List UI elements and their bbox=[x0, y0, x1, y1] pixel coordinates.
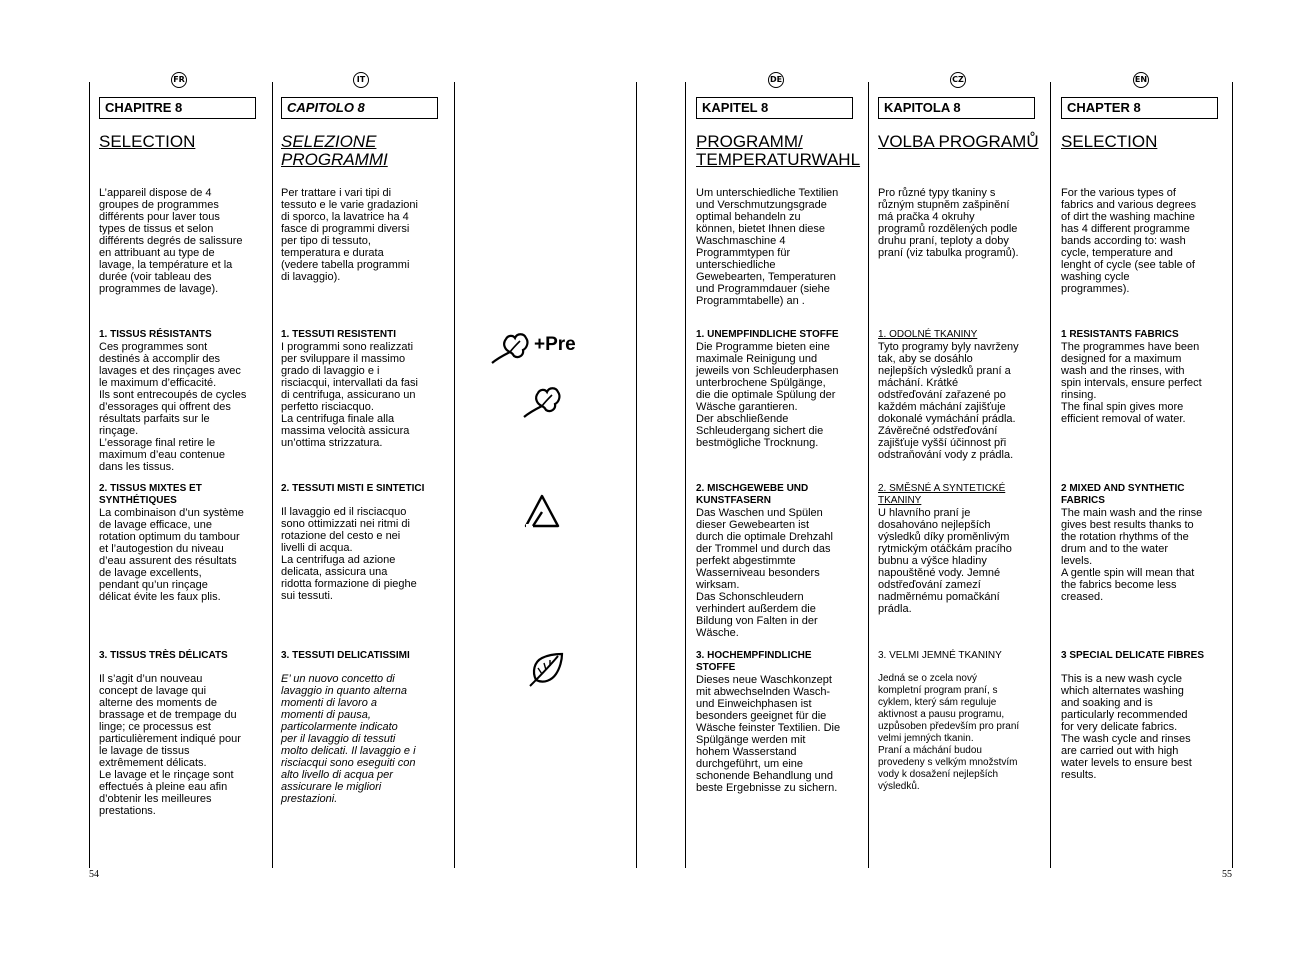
section-title: SELECTION bbox=[1061, 132, 1158, 151]
language-badge: FR bbox=[171, 72, 187, 88]
section-3-heading: 3. TESSUTI DELICATISSIMI bbox=[281, 650, 410, 661]
section-2 bbox=[696, 483, 858, 639]
column-divider bbox=[454, 82, 455, 868]
section-3 bbox=[878, 650, 1040, 793]
section-title: VOLBA PROGRAMŮ bbox=[878, 132, 1039, 151]
section-3-heading: 3 SPECIAL DELICATE FIBRES bbox=[1061, 650, 1204, 661]
column-divider bbox=[685, 82, 686, 868]
section-1-text: I programmi sono realizzati per sviluppare il massimo grado di lavaggio e i risciacqui, intervallati da fasi di centrifuga, assicurano un perfetto risciacquo. La centrifuga finale alla massima velocità assicura un’ottima strizzatura. bbox=[281, 341, 418, 449]
cotton-icon bbox=[520, 382, 564, 422]
section-1-heading: 1. ODOLNÉ TKANINY bbox=[878, 329, 978, 340]
cotton-prewash-icon bbox=[488, 328, 532, 368]
language-badge: DE bbox=[768, 72, 784, 88]
section-2-heading: 2 MIXED AND SYNTHETIC FABRICS bbox=[1061, 483, 1185, 506]
page-number-left: 54 bbox=[89, 869, 99, 880]
column-divider bbox=[868, 82, 869, 868]
chapter-box: KAPITEL 8 bbox=[696, 97, 853, 119]
language-badge: CZ bbox=[950, 72, 966, 88]
chapter-box: CHAPTER 8 bbox=[1061, 97, 1218, 119]
section-title: SELEZIONE PROGRAMMI bbox=[281, 132, 388, 169]
section-1-heading: 1 RESISTANTS FABRICS bbox=[1061, 329, 1179, 340]
section-1-text: Ces programmes sont destinés à accomplir des lavages et des rinçages avec le maximum d’efficacité. Ils sont entrecoupés de cycles d’essorages qui offrent des résultats parfaits sur le rinçage. L’essorage final retire le maximum d’eau contenue dans les tissus. bbox=[99, 341, 247, 473]
intro-paragraph: For the various types of fabrics and various degrees of dirt the washing machine has 4 different programme bands according to: wash cycle, temperature and lenght of cycle (see table of washing cycle programmes). bbox=[1061, 187, 1197, 295]
section-2-text: Das Waschen und Spülen dieser Gewebearten ist durch die optimale Drehzahl der Trommel und durch das perfekt abgestimmte Wasserniveau besonders wirksam. Das Schonschleudern verhindert außerdem die Bildung von Falten in der Wäsche. bbox=[696, 507, 833, 639]
section-2-text: The main wash and the rinse gives best results thanks to the rotation rhythms of the drum and to the water levels. A gentle spin will mean that the fabrics become less creased. bbox=[1061, 507, 1203, 603]
section-2 bbox=[99, 483, 261, 603]
section-1-heading: 1. TISSUS RÉSISTANTS bbox=[99, 329, 212, 340]
chapter-box: CAPITOLO 8 bbox=[281, 97, 438, 119]
section-3-text: Il s’agit d’un nouveau concept de lavage qui alterne des moments de brassage et de trempage du linge; ce processus est particulièrement indiqué pour le lavage de tissus extrêmement délicats. Le lavage et le rinçage sont effectués à pleine eau afin d’obtenir les meilleures prestations. bbox=[99, 673, 241, 817]
section-1-text: The programmes have been designed for a maximum wash and the rinses, with spin intervals, ensure perfect rinsing. The final spin gives more efficient removal of water. bbox=[1061, 341, 1202, 425]
column-divider bbox=[272, 82, 273, 868]
section-1-text: Tyto programy byly navrženy tak, aby se dosáhlo nejlepších výsledků praní a máchání. Krátké odstřeďování zařazené po každém máchání zajišťuje dokonalé vymáchání prádla. Závěrečné odstřeďování zajišťuje vyšší účinnost při odstraňování vody z prádla. bbox=[878, 341, 1019, 461]
chapter-box: CHAPITRE 8 bbox=[99, 97, 256, 119]
delicate-feather-icon bbox=[524, 648, 568, 692]
section-2-text: La combinaison d’un système de lavage efficace, une rotation optimum du tambour et l’autogestion du niveau d’eau assurent des résultats de lavage excellents, pendant qu’un rinçage délicat évite les faux plis. bbox=[99, 507, 244, 603]
synthetic-triangle-icon bbox=[522, 492, 562, 532]
column-divider bbox=[1050, 82, 1051, 868]
column-divider bbox=[1232, 82, 1233, 868]
intro-paragraph: Um unterschiedliche Textilien und Verschmutzungsgrade optimal behandeln zu können, bietet Ihnen diese Waschmaschine 4 Programmtypen für unterschiedliche Gewebearten, Temperaturen und Programmdauer (siehe Programmtabelle) an . bbox=[696, 187, 839, 307]
section-3 bbox=[1061, 650, 1223, 781]
intro-paragraph: Pro různé typy tkaniny s různým stupněm zašpinění má pračka 4 okruhy programů rozdělených podle druhu praní, teploty a doby praní (viz tabulka programů). bbox=[878, 187, 1019, 259]
section-3 bbox=[99, 650, 261, 817]
section-3-heading: 3. HOCHEMPFINDLICHE STOFFE bbox=[696, 650, 812, 673]
section-3 bbox=[696, 650, 858, 794]
page-number-right: 55 bbox=[1222, 869, 1232, 880]
prewash-label: +Pre bbox=[534, 334, 576, 355]
section-3-text: Dieses neue Waschkonzept mit abwechselnden Wasch- und Einweichphasen ist besonders geeignet für die Wäsche feinster Textilien. Die Spülgänge werden mit hohem Wasserstand durchgeführt, um eine schonende Behandlung und beste Ergebnisse zu sichern. bbox=[696, 674, 841, 794]
section-3-text: This is a new wash cycle which alternates washing and soaking and is particularly recommended for very delicate fabrics. The wash cycle and rinses are carried out with high water levels to ensure best results. bbox=[1061, 673, 1192, 781]
column-divider bbox=[89, 82, 90, 868]
section-2 bbox=[281, 483, 443, 602]
section-1 bbox=[99, 329, 261, 473]
section-3-text: Jedná se o zcela nový kompletní program praní, s cyklem, který sám reguluje aktivnost a pausu programu, uzpůsoben především pro praní velmi jemných tkanin. Praní a máchání budou provedeny s velkým množstvím vody k dosažení nejlepších výsledků. bbox=[878, 673, 1020, 792]
section-2 bbox=[1061, 483, 1223, 603]
intro-paragraph: Per trattare i vari tipi di tessuto e le varie gradazioni di sporco, la lavatrice ha 4 fasce di programmi diversi per tipo di tessuto, temperatura e durata (vedere tabella programmi di lavaggio). bbox=[281, 187, 418, 283]
language-badge: IT bbox=[353, 72, 369, 88]
section-2-heading: 2. MISCHGEWEBE UND KUNSTFASERN bbox=[696, 483, 809, 506]
section-2 bbox=[878, 483, 1040, 615]
section-3-heading: 3. VELMI JEMNÉ TKANINY bbox=[878, 650, 1002, 661]
section-1 bbox=[281, 329, 443, 449]
language-badge: EN bbox=[1133, 72, 1149, 88]
section-2-text: Il lavaggio ed il risciacquo sono ottimizzati nei ritmi di rotazione del cesto e nei livelli di acqua. La centrifuga ad azione delicata, assicura una ridotta formazione di pieghe sui tessuti. bbox=[281, 506, 417, 602]
section-1 bbox=[1061, 329, 1223, 425]
column-divider bbox=[636, 82, 637, 868]
section-1-heading: 1. UNEMPFINDLICHE STOFFE bbox=[696, 329, 839, 340]
section-3 bbox=[281, 650, 443, 805]
section-1 bbox=[696, 329, 858, 449]
section-3-heading: 3. TISSUS TRÈS DÉLICATS bbox=[99, 650, 228, 661]
section-2-text: U hlavního praní je dosahováno nejlepších výsledků díky proměnlivým rytmickým otáčkám pracího bubnu a výšce hladiny napouštěné vody. Jemné odstřeďování zamezí nadměrnému pomačkání prádla. bbox=[878, 507, 1012, 615]
section-1 bbox=[878, 329, 1040, 461]
section-2-heading: 2. TISSUS MIXTES ET SYNTHÉTIQUES bbox=[99, 483, 202, 506]
intro-paragraph: L’appareil dispose de 4 groupes de programmes différents pour laver tous types de tissus et selon différents degrés de salissure en attribuant au type de lavage, la température et la durée (voir tableau des programmes de lavage). bbox=[99, 187, 243, 295]
chapter-box: KAPITOLA 8 bbox=[878, 97, 1035, 119]
section-3-text: E’ un nuovo concetto di lavaggio in quanto alterna momenti di lavoro a momenti di pausa, particolarmente indicato per il lavaggio di tessuti molto delicati. Il lavaggio e i risciacqui sono eseguiti con alto livello di acqua per assicurare le migliori prestazioni. bbox=[281, 673, 416, 805]
section-2-heading: 2. SMĚSNÉ A SYNTETICKÉ TKANINY bbox=[878, 483, 1006, 506]
section-title: PROGRAMM/ TEMPERATURWAHL bbox=[696, 132, 861, 169]
section-title: SELECTION bbox=[99, 132, 196, 151]
section-1-text: Die Programme bieten eine maximale Reinigung und jeweils von Schleuderphasen unterbrochene Spülgänge, die die optimale Spülung der Wäsche garantieren. Der abschließende Schleudergang sichert die bestmögliche Trocknung. bbox=[696, 341, 839, 449]
section-2-heading: 2. TESSUTI MISTI E SINTETICI bbox=[281, 483, 425, 494]
section-1-heading: 1. TESSUTI RESISTENTI bbox=[281, 329, 397, 340]
